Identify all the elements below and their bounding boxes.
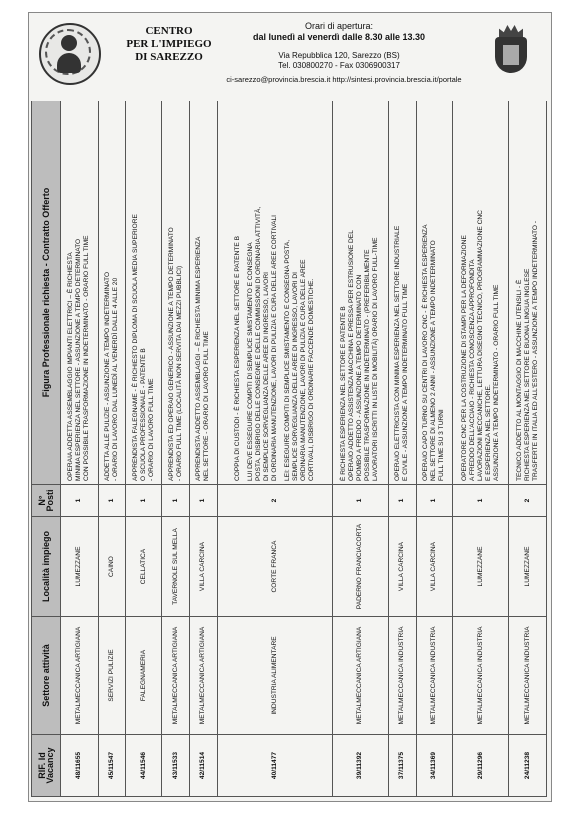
sector: METALMECCANICA INDUSTRIA [416, 617, 452, 735]
table-row [126, 101, 162, 797]
description-line: POSSIBILE TRASFORMAZIONE IN INDETERMINATO - (PREFERIBILMENTE [364, 249, 372, 481]
vacancy-id: 45/11547 [98, 735, 126, 797]
description-line: ORDINARIA MANUTENZIONE, LAVORI DI PULIZIA E CURA DELLE AREE [299, 259, 307, 481]
positions: 1 [126, 485, 162, 517]
provincia-crest-icon [489, 23, 533, 75]
location: CAINO [98, 517, 126, 617]
description-line: APPRENDISTA ED OPERAIO GENERICO - ASSUNZIONE A TEMPO DETERMINATO [167, 227, 175, 481]
sector: FALEGNAMERIA [126, 617, 162, 735]
table-row [389, 101, 417, 797]
description-line: E CIVILE - ASSUNZIONE A TEMPO INDETERMINATO FULL TIME [402, 283, 410, 481]
location: LUMEZZANE [61, 517, 99, 617]
org-line-2: PER L'IMPIEGO [126, 38, 212, 50]
description-line: MINIMA ESPERIENZA NEL SETTORE - ASSUNZIONE A TEMPO DETERMINATO [75, 238, 83, 481]
location: VILLA CARCINA [416, 517, 452, 617]
description-line: CORTIVALI, DISBRIGO DI ORDINARIE FACCENDE DOMESTICHE. [307, 278, 315, 481]
description-line: FULL TIME SU 3 TURNI [438, 409, 446, 481]
address: Via Repubblica 120, Sarezzo (BS) [278, 51, 400, 60]
hours-label: Orari di apertura: [304, 21, 374, 31]
description-line: APPRENDISTA FALEGNAME - È RICHIESTO DIPLOMA DI SCUOLA MEDIA SUPERIORE [131, 214, 139, 481]
document-page [28, 12, 552, 802]
description-line: - ORARIO FULL TIME (LOCALITÀ NON SERVITA DAI MEZZI PUBBLICI) [175, 265, 183, 481]
job-description [126, 101, 162, 485]
description-line: DI ORDINARIA MANUTENZIONE, LAVORI DI PULIZIA E CURA DELLE AREE CORTIVALI [270, 214, 278, 481]
description-line: OPERATORE CNC PER LA COSTRUZIONE DI STAMPI PER LA DEFORMAZIONE [460, 235, 468, 481]
centro-impiego-logo-icon [39, 23, 101, 85]
description-line: POSTA, DISBRIGO DELLE CONSEGNE E DELLE COMMISSIONI DI ORDINARIA ATTIVITÀ, [254, 206, 262, 481]
description-line: LEI: ESEGUIRE COMPITI DI SEMPLICE SMISTAMENTO E CONSEGNA POSTA, [283, 239, 291, 481]
document-header [29, 13, 551, 95]
sector: METALMECCANICA ARTIGIANA [61, 617, 99, 735]
positions: 2 [217, 485, 332, 517]
positions: 1 [389, 485, 417, 517]
column-header: Località impiego [32, 517, 61, 617]
vacancy-id: 44/11546 [126, 735, 162, 797]
opening-hours [209, 21, 469, 43]
table-row [98, 101, 126, 797]
sector: METALMECCANICA INDUSTRIA [389, 617, 417, 735]
job-description [217, 101, 332, 485]
table-row [61, 101, 99, 797]
location: CELLATICA [126, 517, 162, 617]
location: LUMEZZANE [452, 517, 508, 617]
column-header: RIF. Id Vacancy [32, 735, 61, 797]
description-line: CON POSSIBILE TRASFORMAZIONE IN INDETERMINATO - ORARIO FULL TIME [83, 235, 91, 481]
description-line: PIOMBO A FREDDO - ASSUNZIONE A TEMPO DETERMINATO CON [356, 274, 364, 481]
column-header: N° Posti [32, 485, 61, 517]
table-row [162, 101, 190, 797]
description-line: O SCUOLA PROFESSIONALE - PATENTE B [139, 348, 147, 481]
sector: METALMECCANICA ARTIGIANA [162, 617, 190, 735]
description-line: TRASFERTE IN ITALIA ED ALL'ESTERO - ASSUNZIONE A TEMPO INDETERMINATO - [531, 220, 539, 481]
description-line: TECNICO ADDETTO AL MONTAGGIO DI MACCHINE UTENSILI - È [515, 279, 523, 481]
hours-value: dal lunedì al venerdì dalle 8.30 alle 13.30 [252, 32, 426, 42]
description-line: LUI DEVE ESSEGUIRE COMPITI DI SEMPLICE SMISTAMENTO E CONSEGNA [246, 242, 254, 481]
description-line: ADDETTA ALLE PULIZIE - ASSUNZIONE A TEMPO INDETERMINATO [103, 271, 111, 481]
description-line: OPERAIO ELETTRICISTA CON MINIMA ESPERIENZA NEL SETTORE INDUSTRIALE [394, 225, 402, 481]
vacancy-id: 39/11392 [332, 735, 388, 797]
job-description [509, 101, 547, 485]
description-line: A FREDDO DELL'ACCIAIO - RICHIESTA CONOSCENZA APPROFONDITA [468, 259, 476, 481]
job-description [452, 101, 508, 485]
sector: METALMECCANICA INDUSTRIA [509, 617, 547, 735]
description-line: E ESPERIENZA NEL SETTORE. [484, 384, 492, 481]
org-line-3: DI SAREZZO [135, 51, 203, 63]
table-row [217, 101, 332, 797]
address-block [209, 51, 469, 71]
vacancy-id: 34/11369 [416, 735, 452, 797]
description-line: RICHIESTA ESPERIENZA NEL SETTORE E BUONA LINGUA INGLESE [523, 268, 531, 481]
description-line: NEL SETTORE - ORARIO DI LAVORO FULL TIME [203, 331, 211, 481]
job-description [332, 101, 388, 485]
description-line: APPRENDISTA ADDETTO ASSEMBLAGGI – È RICHIESTA MINIMA ESPERIENZA [195, 236, 203, 481]
description-line: OPERAIO ADDETTO ASSISTENZA MACCHINA E PRESSA PER ESTRUSIONE DEL [348, 230, 356, 481]
location: PADERNO FRANCIACORTA [332, 517, 388, 617]
vacancy-id: 29/11296 [452, 735, 508, 797]
description-line: LAVORATORI ISCRITTI IN LISTE DI MOBILITÀ) ORARIO DI LAVORO FULL-TIME [372, 237, 380, 481]
description-line: OPERAIO CAPO TURNO SU CENTRI DI LAVORO CNC - È RICHIESTA ESPERIENZA [422, 224, 430, 481]
job-description [162, 101, 190, 485]
table-row [509, 101, 547, 797]
description-line: COPPIA DI CUSTODI - È RICHIESTA ESPERIENZA NEL SETTORE E PATENTE B [233, 236, 241, 481]
description-line: NEL SETTORE DI ALMENO 2 ANNI - ASSUNZIONE A TEMPO INDETERMINATO [430, 240, 438, 481]
description-line: - ORARIO DI LAVORO FULL TIME [147, 378, 155, 481]
sector: INDUSTRIA ALIMENTARE [217, 617, 332, 735]
location: CORTE FRANCA [217, 517, 332, 617]
description-line: DI SEMPLICE SORVEGLIANZA DELLE AREE DI INGRESSO, LAVORI [262, 272, 270, 481]
vacancy-id: 42/11514 [189, 735, 217, 797]
vacancy-id: 24/11238 [509, 735, 547, 797]
sector: METALMECCANICA ARTIGIANA [332, 617, 388, 735]
table-row [332, 101, 388, 797]
org-line-1: CENTRO [145, 25, 193, 37]
location: VILLA CARCINA [389, 517, 417, 617]
positions: 1 [98, 485, 126, 517]
positions: 1 [416, 485, 452, 517]
positions: 1 [452, 485, 508, 517]
description-line: ASSUNZIONE A TEMPO INDETERMINATO - ORARIO FULL TIME [492, 284, 500, 481]
description-line: LAVORAZIONI MECCANICHE, LETTURA DISEGNO TECNICO, PROGRAMMAZIONE CNC [476, 210, 484, 481]
job-description [61, 101, 99, 485]
sector: SERVIZI PULIZIE [98, 617, 126, 735]
job-description [98, 101, 126, 485]
table-row [452, 101, 508, 797]
location: TAVERNOLE SUL MELLA [162, 517, 190, 617]
sector: METALMECCANICA ARTIGIANA [189, 617, 217, 735]
table-header-row [32, 101, 61, 797]
table-row [189, 101, 217, 797]
column-header: Settore attività [32, 617, 61, 735]
positions: 2 [509, 485, 547, 517]
positions: 1 [162, 485, 190, 517]
description-line: OPERAIA ADDETTA ASSEMBLAGGIO IMPIANTI ELETTRICI – È RICHIESTA [67, 252, 75, 481]
description-line: È RICHIESTA ESPERIENZA NEL SETTORE E PATENTE B [340, 306, 348, 481]
job-description [416, 101, 452, 485]
positions: 1 [189, 485, 217, 517]
description-line: - ORARIO DI LAVORO DAL LUNEDÌ AL VENERDÌ DALLE 4 ALLE 20 [111, 277, 119, 481]
description-line: SEMPLICE SORVEGLIANZA DELLE AREE DI INGRESSO, LAVORI DI [291, 272, 299, 481]
vacancy-table [31, 101, 547, 797]
vacancy-id: 37/11375 [389, 735, 417, 797]
vacancy-id: 43/11533 [162, 735, 190, 797]
phone-fax: Tel. 030800270 - Fax 0306900317 [278, 61, 400, 70]
job-description [189, 101, 217, 485]
vacancy-id: 40/11477 [217, 735, 332, 797]
location: LUMEZZANE [509, 517, 547, 617]
positions: 1 [332, 485, 388, 517]
location: VILLA CARCINA [189, 517, 217, 617]
contacts: ci-sarezzo@provincia.brescia.it http://sintesi.provincia.brescia.it/portale [226, 75, 462, 84]
vacancy-id: 48/11655 [61, 735, 99, 797]
sector: METALMECCANICA INDUSTRIA [452, 617, 508, 735]
positions: 1 [61, 485, 99, 517]
column-header: Figura Professionale richiesta - Contratto Offerto [32, 101, 61, 485]
vacancy-table-area [31, 101, 547, 797]
job-description [389, 101, 417, 485]
table-row [416, 101, 452, 797]
